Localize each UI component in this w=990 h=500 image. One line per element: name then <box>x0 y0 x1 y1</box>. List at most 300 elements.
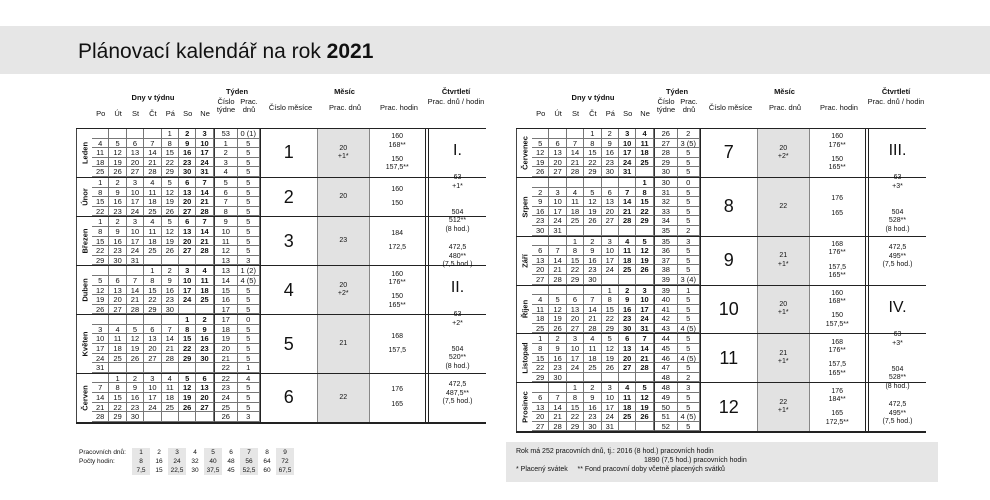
day-cell: 21 <box>549 412 566 422</box>
month-grid <box>532 383 700 431</box>
day-cell: 9 <box>619 295 636 305</box>
day-cell: 9 <box>584 246 601 256</box>
day-cell: 19 <box>127 344 144 354</box>
day-cell: 29 <box>584 167 601 177</box>
day-cell: 19 <box>162 197 179 207</box>
day-cell: 13 <box>619 344 636 354</box>
week-workdays: 5 <box>678 305 700 315</box>
week-workdays: 5 <box>678 246 700 256</box>
quarter-number: III. <box>888 142 907 159</box>
day-cell: 9 <box>109 227 126 237</box>
day-cell: 11 <box>619 246 636 256</box>
month-grid <box>532 334 700 382</box>
day-cell: 27 <box>602 216 619 226</box>
week-workdays: 3 (4) <box>678 275 700 285</box>
week-workdays: 1 <box>238 363 260 373</box>
week-workdays: 5 <box>238 305 260 315</box>
day-cell: 14 <box>196 188 213 198</box>
day-cell: 24 <box>636 314 653 324</box>
hours-value: 157,5 165** <box>828 361 846 377</box>
day-cell: 21 <box>196 237 213 247</box>
day-cell: 9 <box>602 139 619 149</box>
day-cell: 4 <box>162 374 179 384</box>
day-cell <box>196 305 213 315</box>
quarter-header: Čtvrtletí <box>441 87 471 96</box>
day-cell <box>196 412 213 422</box>
day-cell: 10 <box>144 383 161 393</box>
month-name <box>516 286 532 334</box>
day-cell: 24 <box>144 403 161 413</box>
day-cell: 9 <box>584 393 601 403</box>
legend-hours8-value: 56 <box>240 457 258 466</box>
day-cell: 30 <box>109 256 126 266</box>
day-cell <box>532 237 549 247</box>
week-number: 22 <box>214 374 238 384</box>
day-cell: 16 <box>532 207 549 217</box>
day-cell: 6 <box>144 325 161 335</box>
week-workdays: 5 <box>678 393 700 403</box>
day-cell: 20 <box>196 393 213 403</box>
day-cell <box>144 315 161 325</box>
month-name <box>76 217 92 265</box>
day-cell: 20 <box>127 158 144 168</box>
day-cell: 28 <box>144 167 161 177</box>
week-workdays: 0 <box>678 178 700 188</box>
month-row-8 <box>516 178 926 237</box>
day-cell: 3 <box>567 334 584 344</box>
day-cell: 25 <box>92 167 109 177</box>
month-header: Měsíc <box>774 87 795 96</box>
day-cell: 11 <box>567 197 584 207</box>
legend-days-value: 9 <box>276 448 294 457</box>
week-number: 25 <box>214 403 238 413</box>
month-name-label: Září <box>520 253 529 268</box>
hours-value: 150 <box>391 200 404 208</box>
day-cell: 28 <box>549 422 566 432</box>
week-number: 11 <box>214 237 238 247</box>
legend-hours75-value: 15 <box>155 467 163 474</box>
day-cell: 7 <box>549 393 566 403</box>
week-workdays: 5 <box>238 197 260 207</box>
week-number: 30 <box>654 167 678 177</box>
month-workdays: 22 +1* <box>757 383 809 431</box>
day-cell: 7 <box>584 295 601 305</box>
day-cell: 15 <box>179 334 196 344</box>
day-cell: 27 <box>196 403 213 413</box>
day-cell <box>549 178 566 188</box>
week-number: 50 <box>654 403 678 413</box>
day-cell: 9 <box>532 197 549 207</box>
day-cell: 21 <box>567 158 584 168</box>
week-workdays: 5 <box>238 217 260 227</box>
day-cell: 11 <box>162 383 179 393</box>
day-cell: 5 <box>636 237 653 247</box>
day-cell: 28 <box>636 363 653 373</box>
hours-value: 168 176** <box>828 338 846 355</box>
month-days-header: Prac. dnů <box>768 103 802 112</box>
hours-value: 165 <box>831 209 844 217</box>
day-cell: 1 <box>162 129 179 139</box>
day-cell <box>92 266 109 276</box>
day-cell: 18 <box>196 286 213 296</box>
legend-hours8-value: 40 <box>204 457 222 466</box>
week-workdays: 5 <box>678 334 700 344</box>
week-number: 38 <box>654 265 678 275</box>
week-workdays: 1 (2) <box>238 266 260 276</box>
month-name-label: Červen <box>80 385 89 411</box>
day-cell: 23 <box>584 412 601 422</box>
month-workdays: 20 +1* <box>757 286 809 334</box>
month-workdays: 20 <box>317 178 369 216</box>
day-cell <box>127 129 144 139</box>
day-cell: 14 <box>636 344 653 354</box>
hours-value: 176 <box>391 386 404 394</box>
day-cell: 18 <box>619 403 636 413</box>
day-cell: 26 <box>602 363 619 373</box>
month-number: 12 <box>700 383 757 431</box>
day-cell: 13 <box>179 188 196 198</box>
week-workdays: 5 <box>238 286 260 296</box>
day-cell: 8 <box>602 295 619 305</box>
day-cell: 16 <box>584 403 601 413</box>
legend-hours75-value: 60 <box>263 467 271 474</box>
quarter-hours-8: 504 512** (8 hod.) <box>445 208 470 233</box>
hours-value: 150 157,5** <box>385 155 409 172</box>
days-header: Dny v týdnu <box>131 93 175 102</box>
day-cell: 25 <box>532 324 549 334</box>
day-cell: 6 <box>532 246 549 256</box>
day-cell: 26 <box>162 207 179 217</box>
hours-value: 176 184** <box>828 387 846 404</box>
week-number: 46 <box>654 354 678 364</box>
week-workdays: 2 <box>678 226 700 236</box>
month-name <box>516 334 532 382</box>
days-header: Dny v týdnu <box>571 93 615 102</box>
week-number: 9 <box>214 217 238 227</box>
week-workdays: 5 <box>238 227 260 237</box>
day-cell <box>567 129 584 139</box>
hours-value: 160 176** <box>828 133 846 149</box>
day-cell: 22 <box>144 295 161 305</box>
day-cell: 21 <box>584 314 601 324</box>
day-cell: 18 <box>619 256 636 266</box>
day-cell: 9 <box>109 188 126 198</box>
week-workdays: 5 <box>678 256 700 266</box>
month-number: 2 <box>260 178 317 216</box>
day-cell: 17 <box>179 286 196 296</box>
day-cell: 19 <box>584 207 601 217</box>
day-cell: 6 <box>567 295 584 305</box>
day-cell <box>127 363 144 373</box>
legend-days-value: 5 <box>204 448 222 457</box>
quarter-III. <box>868 129 926 286</box>
day-cell: 12 <box>636 246 653 256</box>
week-workdays: 1 <box>678 286 700 296</box>
day-cell: 1 <box>636 178 653 188</box>
day-cell: 14 <box>162 334 179 344</box>
day-cell: 12 <box>162 188 179 198</box>
day-cell <box>636 167 653 177</box>
day-cell: 17 <box>144 393 161 403</box>
day-cell: 28 <box>196 207 213 217</box>
day-cell: 24 <box>127 246 144 256</box>
day-cell: 18 <box>144 237 161 247</box>
week-number: 20 <box>214 344 238 354</box>
month-hours <box>369 129 425 177</box>
day-cell: 9 <box>179 139 196 149</box>
week-number: 18 <box>214 325 238 335</box>
month-name <box>76 266 92 314</box>
day-cell: 15 <box>584 148 601 158</box>
legend-hours-label: Počty hodin: <box>79 458 115 465</box>
week-workdays: 4 (5) <box>678 354 700 364</box>
day-cell: 8 <box>636 188 653 198</box>
week-header: Týden <box>225 87 249 96</box>
week-number-header: Číslo týdne <box>216 97 236 115</box>
day-cell: 4 <box>619 383 636 393</box>
month-number: 7 <box>700 129 757 177</box>
day-cell: 17 <box>636 305 653 315</box>
day-cell <box>109 266 126 276</box>
legend-days-value: 2 <box>157 449 161 456</box>
week-number: 39 <box>654 275 678 285</box>
day-cell <box>179 363 196 373</box>
day-cell: 19 <box>636 403 653 413</box>
day-cell: 27 <box>549 167 566 177</box>
day-cell <box>179 305 196 315</box>
month-row-5 <box>76 315 486 374</box>
day-cell: 23 <box>127 403 144 413</box>
month-hours-header: Prac. hodin <box>380 103 418 112</box>
day-name-Po: Po <box>536 109 546 118</box>
day-cell: 18 <box>532 314 549 324</box>
day-cell <box>619 422 636 432</box>
week-workdays: 5 <box>238 393 260 403</box>
day-cell: 25 <box>144 207 161 217</box>
day-cell: 25 <box>109 354 126 364</box>
day-cell <box>567 178 584 188</box>
day-cell: 18 <box>162 393 179 403</box>
day-cell: 20 <box>602 207 619 217</box>
day-cell: 27 <box>567 324 584 334</box>
day-cell: 31 <box>619 167 636 177</box>
week-workdays: 4 (5) <box>678 412 700 422</box>
day-cell: 16 <box>584 256 601 266</box>
quarter-number: I. <box>453 142 462 159</box>
day-cell: 3 <box>127 217 144 227</box>
day-cell: 29 <box>144 305 161 315</box>
week-workdays: 4 (5) <box>678 324 700 334</box>
day-cell: 19 <box>549 314 566 324</box>
day-cell: 30 <box>532 226 549 236</box>
week-number: 3 <box>214 158 238 168</box>
week-number: 31 <box>654 188 678 198</box>
day-cell: 12 <box>636 393 653 403</box>
day-cell: 4 <box>144 178 161 188</box>
legend-hours75-value: 52,5 <box>240 466 258 475</box>
month-row-6 <box>76 374 486 423</box>
week-number: 5 <box>214 178 238 188</box>
day-cell <box>196 256 213 266</box>
day-cell <box>636 373 653 383</box>
week-number: 8 <box>214 207 238 217</box>
day-cell: 23 <box>549 363 566 373</box>
week-workdays: 5 <box>238 148 260 158</box>
day-cell <box>92 315 109 325</box>
month-row-1 <box>76 129 486 178</box>
day-cell <box>532 383 549 393</box>
quarter-days: 63 +3* <box>892 331 903 347</box>
day-cell: 4 <box>92 139 109 149</box>
month-name-label: Červenec <box>520 136 529 170</box>
day-cell: 17 <box>92 344 109 354</box>
day-cell: 8 <box>92 188 109 198</box>
day-cell: 17 <box>619 148 636 158</box>
week-workdays: 3 <box>678 237 700 247</box>
day-cell: 3 <box>636 286 653 296</box>
day-cell: 31 <box>549 226 566 236</box>
day-cell: 2 <box>162 266 179 276</box>
month-grid <box>92 315 260 373</box>
month-name <box>76 129 92 177</box>
quarter-hours-75: 472,5 480** (7,5 hod.) <box>442 244 473 268</box>
day-cell: 12 <box>109 148 126 158</box>
day-cell: 21 <box>196 197 213 207</box>
day-cell: 15 <box>567 256 584 266</box>
day-cell: 23 <box>584 265 601 275</box>
day-cell: 29 <box>602 324 619 334</box>
legend-days-value: 1 <box>132 448 150 457</box>
month-row-9 <box>516 237 926 286</box>
day-name-Ne: Ne <box>640 109 650 118</box>
week-workdays-header: Prac. dnů <box>680 97 698 115</box>
table-header <box>76 86 486 128</box>
day-cell: 6 <box>109 276 126 286</box>
month-grid <box>532 178 700 236</box>
day-cell: 20 <box>179 237 196 247</box>
day-cell: 19 <box>636 256 653 266</box>
month-hours <box>369 266 425 314</box>
day-cell: 25 <box>619 265 636 275</box>
day-cell: 27 <box>179 207 196 217</box>
day-cell <box>584 286 601 296</box>
day-name-Čt: Čt <box>149 109 157 118</box>
day-cell: 21 <box>127 295 144 305</box>
month-number: 1 <box>260 129 317 177</box>
week-workdays: 4 <box>238 374 260 384</box>
day-cell <box>179 412 196 422</box>
day-cell: 14 <box>144 148 161 158</box>
day-cell <box>162 363 179 373</box>
week-workdays: 5 <box>238 354 260 364</box>
day-name-St: St <box>131 109 140 118</box>
day-cell: 13 <box>567 305 584 315</box>
month-hours <box>369 178 425 216</box>
day-cell: 24 <box>127 207 144 217</box>
month-hours <box>369 315 425 373</box>
day-cell: 7 <box>162 325 179 335</box>
week-workdays: 5 <box>238 403 260 413</box>
week-workdays: 5 <box>678 216 700 226</box>
day-cell: 28 <box>567 167 584 177</box>
day-name-Čt: Čt <box>589 109 597 118</box>
day-cell: 11 <box>92 148 109 158</box>
month-hours <box>809 178 865 236</box>
week-workdays: 3 (5) <box>678 139 700 149</box>
day-cell: 9 <box>549 344 566 354</box>
day-cell: 10 <box>549 197 566 207</box>
week-workdays: 2 <box>678 129 700 139</box>
day-cell <box>584 373 601 383</box>
legend-hours8-value: 8 <box>132 457 150 466</box>
day-cell: 28 <box>584 324 601 334</box>
week-workdays: 5 <box>678 197 700 207</box>
week-number: 42 <box>654 314 678 324</box>
legend-hours75-value: 67,5 <box>276 466 294 475</box>
day-cell: 24 <box>179 295 196 305</box>
legend-hours8-value: 72 <box>276 457 294 466</box>
week-workdays-header: Prac. dnů <box>240 97 258 115</box>
hours-value: 184 <box>391 229 404 237</box>
month-number-header: Číslo měsíce <box>708 103 753 112</box>
day-cell: 6 <box>127 139 144 149</box>
day-cell: 18 <box>109 344 126 354</box>
month-row-2 <box>76 178 486 217</box>
week-workdays: 5 <box>678 422 700 432</box>
day-cell: 24 <box>549 216 566 226</box>
week-number: 16 <box>214 295 238 305</box>
day-cell: 3 <box>619 129 636 139</box>
hours-value: 160 168** <box>828 289 846 306</box>
day-cell: 1 <box>584 129 601 139</box>
day-cell: 29 <box>636 216 653 226</box>
hours-value: 150 157,5** <box>825 312 849 328</box>
day-cell: 15 <box>92 197 109 207</box>
quarter-hours-75: 472,5 487,5** (7,5 hod.) <box>442 381 473 405</box>
week-workdays: 5 <box>238 158 260 168</box>
quarter-header: Čtvrtletí <box>881 87 911 96</box>
month-number: 3 <box>260 217 317 265</box>
day-cell: 26 <box>179 403 196 413</box>
day-cell <box>532 286 549 296</box>
day-cell: 4 <box>144 217 161 227</box>
day-cell: 9 <box>162 276 179 286</box>
day-cell: 12 <box>602 344 619 354</box>
month-workdays: 21 <box>317 315 369 373</box>
month-row-10 <box>516 286 926 335</box>
day-cell: 23 <box>162 295 179 305</box>
day-cell: 5 <box>162 217 179 227</box>
month-row-7 <box>516 129 926 178</box>
summary-legend: * Placený svátek ** Fond pracovní doby včetně placených svátků <box>516 465 725 473</box>
day-cell: 12 <box>584 197 601 207</box>
month-workdays: 22 <box>317 374 369 422</box>
day-cell <box>162 412 179 422</box>
day-cell: 30 <box>549 373 566 383</box>
month-grid <box>532 129 700 177</box>
week-number: 1 <box>214 139 238 149</box>
month-name <box>76 315 92 373</box>
day-cell: 7 <box>196 217 213 227</box>
day-cell: 15 <box>144 286 161 296</box>
day-cell: 22 <box>92 207 109 217</box>
day-cell: 18 <box>567 207 584 217</box>
day-cell: 19 <box>162 237 179 247</box>
day-cell: 10 <box>567 344 584 354</box>
day-cell: 2 <box>549 334 566 344</box>
day-cell: 19 <box>92 295 109 305</box>
day-cell: 1 <box>179 315 196 325</box>
